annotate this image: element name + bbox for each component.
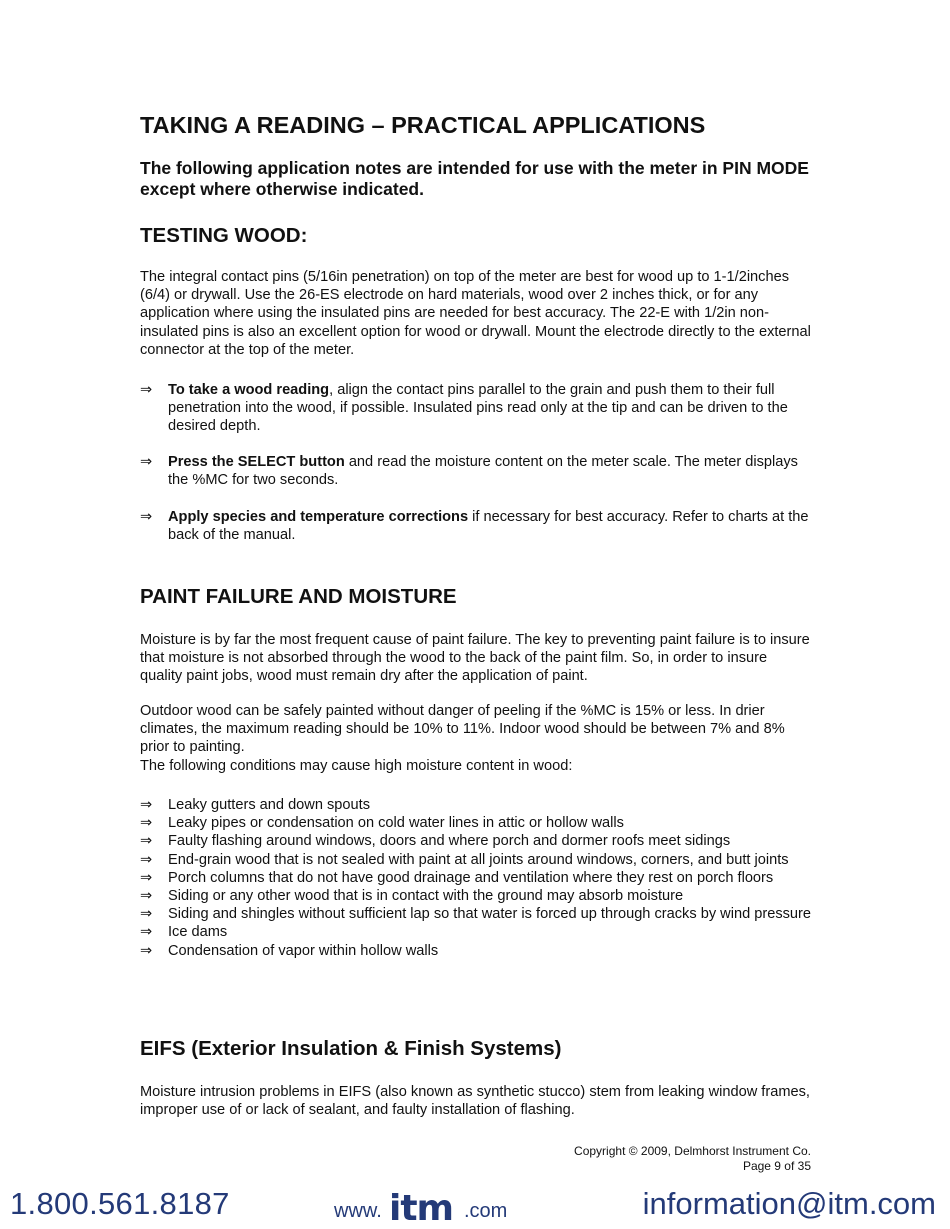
testing-wood-paragraph: The integral contact pins (5/16in penetration) on top of the meter are best for wood up to 1-1/2inches (6/4) or drywall. Use the 26-ES electrode on hard materials, wood over 2 inches thick, or for any application where using the insulated pins are needed for best accuracy. The 22-E with 1/2in non-insulated pins is also an excellent option for wood or drywall. Mount the electrode directly to the external connector at the top of the meter. <box>140 269 811 358</box>
arrow-icon: ⇒ <box>140 924 153 941</box>
step-bold: To take a wood reading <box>168 382 330 398</box>
wood-step-1 <box>140 381 812 436</box>
section-heading-eifs: EIFS (Exterior Insulation & Finish Systems) <box>140 1037 562 1060</box>
arrow-icon: ⇒ <box>140 833 153 850</box>
arrow-icon: ⇒ <box>140 942 153 959</box>
list-item: ⇒ Leaky pipes or condensation on cold water lines in attic or hollow walls <box>140 815 624 832</box>
list-item: ⇒ Leaky gutters and down spouts <box>140 797 371 813</box>
paint-paragraph-1: Moisture is by far the most frequent cause of paint failure. The key to preventing paint failure is to insure that moisture is not absorbed through the wood to the back of the paint film. So, in order to insure quality paint jobs, wood must remain dry after the application of paint. <box>140 632 810 685</box>
moisture-conditions-list <box>140 796 812 960</box>
website-prefix: www. <box>334 1200 382 1222</box>
copyright-text: Copyright © 2009, Delmhorst Instrument Co. <box>574 1144 811 1158</box>
list-item: ⇒ Siding and shingles without sufficient lap so that water is forced up through cracks by wind pressure <box>140 906 812 923</box>
page-number: Page 9 of 35 <box>742 1158 811 1173</box>
arrow-icon: ⇒ <box>140 888 153 905</box>
step-text: , align the contact pins parallel to the grain and push them to their full penetration into the wood, if possible. Insulated pins read only at the tip and can be driven to the desired depth. <box>168 382 788 435</box>
copyright-block <box>574 1144 811 1173</box>
website-suffix: .com <box>464 1200 508 1222</box>
itm-logo: itm <box>389 1188 454 1229</box>
list-item: ⇒ Condensation of vapor within hollow walls <box>140 942 439 959</box>
list-item: ⇒ Porch columns that do not have good drainage and ventilation where they rest on porch floors <box>140 869 774 886</box>
eifs-paragraph: Moisture intrusion problems in EIFS (also known as synthetic stucco) stem from leaking window frames, improper use of or lack of sealant, and faulty installation of flashing. <box>140 1084 810 1119</box>
arrow-icon: ⇒ <box>140 797 153 813</box>
step-bold: Press the SELECT button <box>168 454 345 470</box>
arrow-icon: ⇒ <box>140 454 153 470</box>
list-item: ⇒ Siding or any other wood that is in contact with the ground may absorb moisture <box>140 888 684 905</box>
step-bold: Apply species and temperature corrections <box>168 509 469 525</box>
footer-phone[interactable]: 1.800.561.8187 <box>10 1186 230 1221</box>
intro-note: The following application notes are intended for use with the meter in PIN MODE except where otherwise indicated. <box>140 158 809 199</box>
paint-paragraph-3: The following conditions may cause high moisture content in wood: <box>140 758 573 774</box>
list-item: ⇒ Ice dams <box>140 924 228 941</box>
arrow-icon: ⇒ <box>140 382 153 398</box>
wood-step-3 <box>140 508 812 544</box>
list-item: ⇒ End-grain wood that is not sealed with paint at all joints around windows, corners, and butt joints <box>140 851 789 868</box>
section-heading-paint-failure: PAINT FAILURE AND MOISTURE <box>140 585 457 608</box>
list-item: ⇒ Faulty flashing around windows, doors and where porch and dormer roofs meet sidings <box>140 833 731 850</box>
footer-email[interactable]: information@itm.com <box>642 1186 936 1221</box>
step-text: and read the moisture content on the meter scale. The meter displays the %MC for two seconds. <box>168 454 798 489</box>
step-text: if necessary for best accuracy. Refer to charts at the back of the manual. <box>168 509 809 544</box>
section-heading-testing-wood: TESTING WOOD: <box>140 224 308 247</box>
footer-banner <box>0 1182 950 1229</box>
page-title: TAKING A READING – PRACTICAL APPLICATIONS <box>140 112 706 138</box>
arrow-icon: ⇒ <box>140 509 153 525</box>
arrow-icon: ⇒ <box>140 851 153 868</box>
paint-paragraph-2: Outdoor wood can be safely painted without danger of peeling if the %MC is 15% or less. In drier climates, the maximum reading should be 10% to 11%. Indoor wood should be between 7% and 8% prior to painting. <box>140 703 785 756</box>
arrow-icon: ⇒ <box>140 906 153 923</box>
arrow-icon: ⇒ <box>140 815 153 832</box>
wood-step-2 <box>140 453 812 489</box>
arrow-icon: ⇒ <box>140 869 153 886</box>
